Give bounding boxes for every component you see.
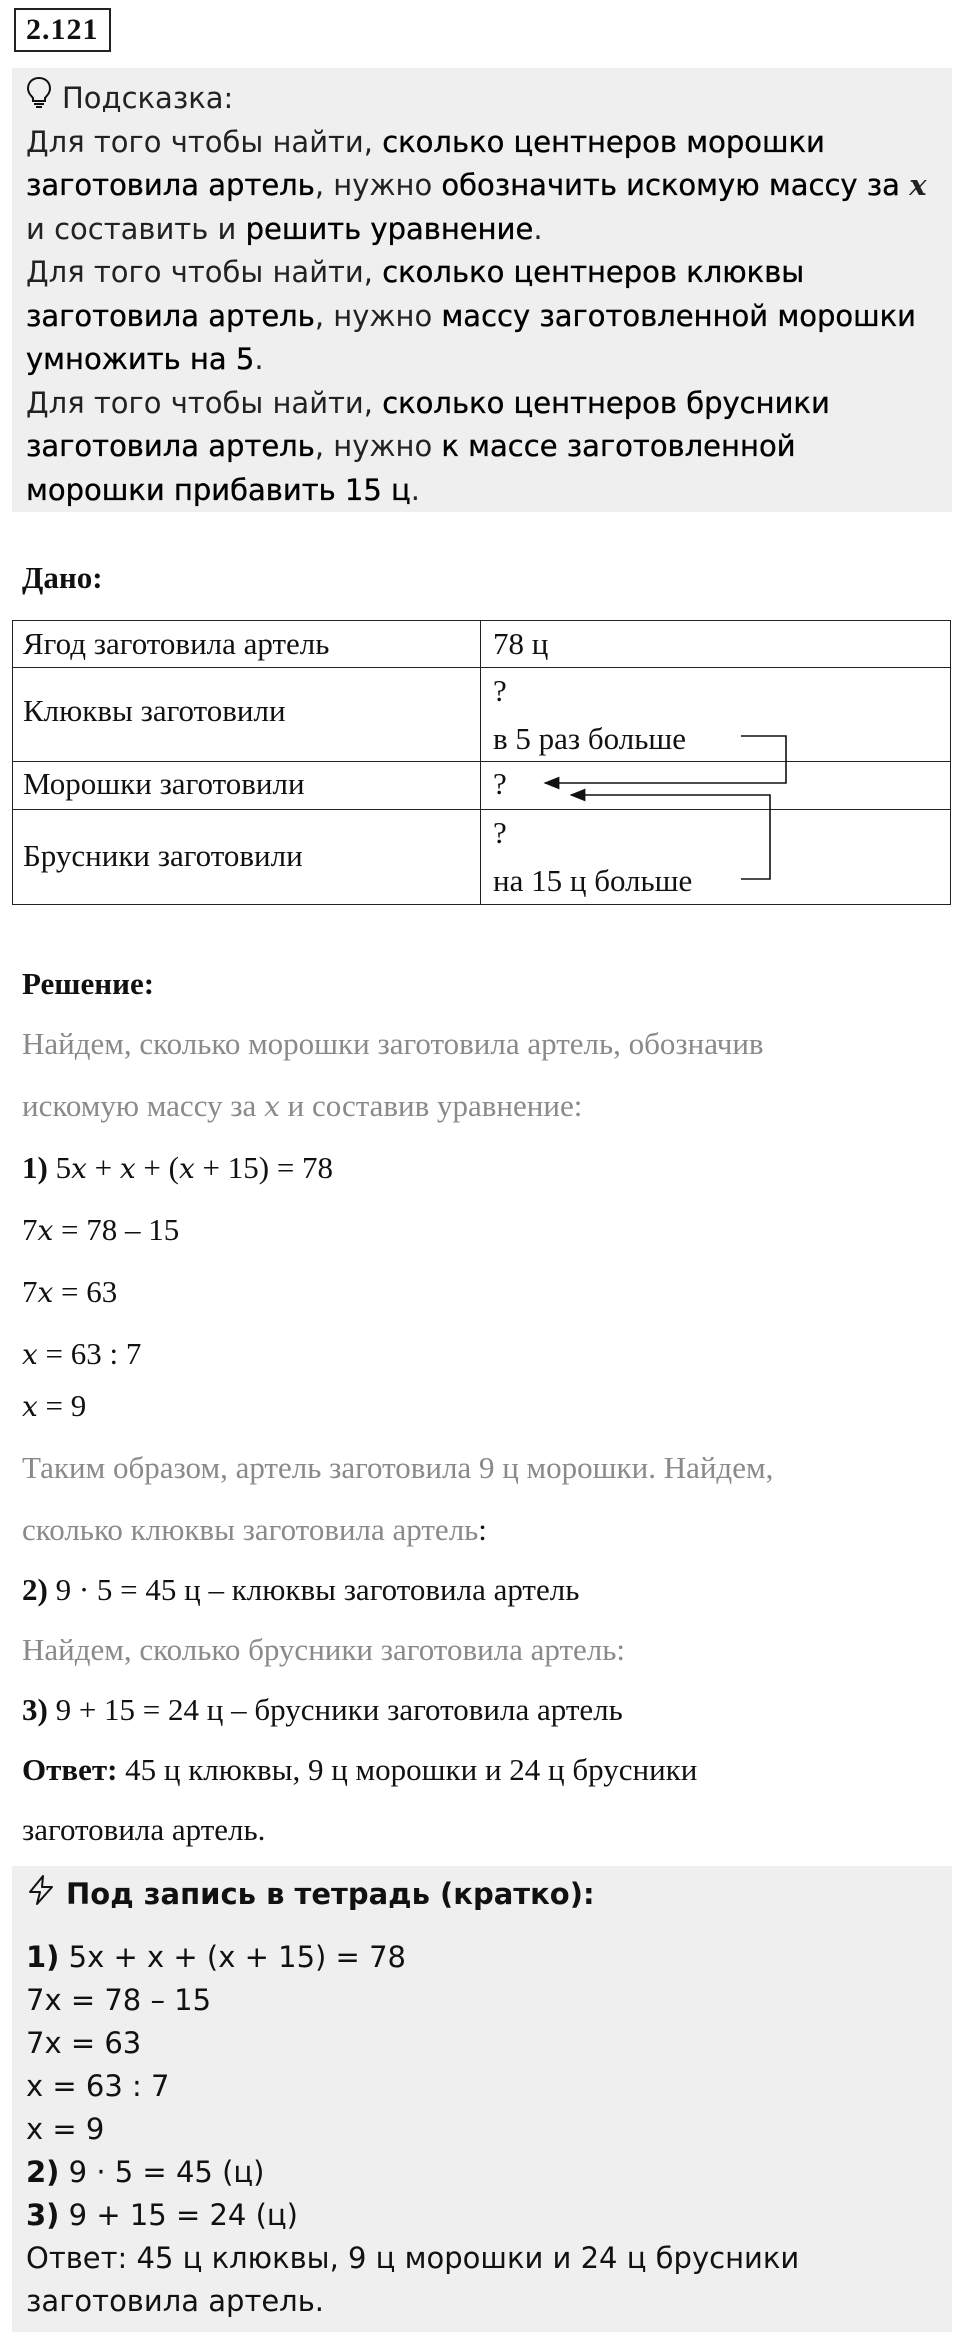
notebook-line-9: заготовила артель. <box>26 2284 325 2318</box>
notebook-line-7: 3) 9 + 15 = 24 (ц) <box>26 2198 298 2232</box>
conclusion-2: сколько клюквы заготовила артель: <box>22 1512 487 1547</box>
arrow-lingonberry <box>571 795 770 879</box>
hint-box <box>12 68 952 512</box>
given-value-berries: 78 ц <box>493 626 549 661</box>
given-label-berries: Ягод заготовила артель <box>23 626 330 661</box>
lightning-icon <box>26 1874 56 1913</box>
hint-paragraph-1: Для того чтобы найти, сколько центнеров морошки заготовила артель, нужно обозначить искомую массу за x и составить и решить уравнение. <box>26 124 927 246</box>
given-note-lingonberry: на 15 ц больше <box>493 863 693 898</box>
given-title: Дано: <box>22 560 103 595</box>
notebook-line-6: 2) 9 · 5 = 45 (ц) <box>26 2155 265 2189</box>
equation-4: x = 63 : 7 <box>22 1336 142 1371</box>
solution-title: Решение: <box>22 966 155 1001</box>
hint-title: Подсказка: <box>62 80 234 115</box>
step-2: 2) 9 · 5 = 45 ц – клюквы заготовила артель <box>22 1572 580 1607</box>
equation-1: 1) 5x + x + (x + 15) = 78 <box>22 1150 334 1185</box>
given-value-lingonberry: ? <box>493 815 507 850</box>
problem-number: 2.121 <box>14 8 111 52</box>
notebook-title: Под запись в тетрадь (кратко): <box>66 1876 595 1911</box>
notebook-box <box>12 1866 952 2332</box>
conclusion-1: Таким образом, артель заготовила 9 ц морошки. Найдем, <box>22 1450 774 1485</box>
lightbulb-icon <box>26 76 52 121</box>
notebook-line-3: 7x = 63 <box>26 2026 142 2060</box>
notebook-title-row <box>26 1874 595 1913</box>
solution-intro-3: Найдем, сколько брусники заготовила артель: <box>22 1632 626 1667</box>
hint-title-row <box>26 76 938 121</box>
hint-paragraph-2: Для того чтобы найти, сколько центнеров клюквы заготовила артель, нужно массу заготовленной морошки умножить на 5. <box>26 255 917 376</box>
notebook-line-4: x = 63 : 7 <box>26 2069 170 2103</box>
answer-line-2: заготовила артель. <box>22 1812 266 1847</box>
notebook-line-8: Ответ: 45 ц клюквы, 9 ц морошки и 24 ц брусники <box>26 2241 800 2275</box>
step-3: 3) 9 + 15 = 24 ц – брусники заготовила артель <box>22 1692 623 1727</box>
equation-5: x = 9 <box>22 1388 87 1423</box>
given-label-cranberry: Клюквы заготовили <box>23 693 286 728</box>
solution-intro-1: Найдем, сколько морошки заготовила артель, обозначив <box>22 1026 764 1061</box>
given-table <box>12 620 951 905</box>
given-value-cloudberry: ? <box>493 766 507 801</box>
equation-2: 7x = 78 – 15 <box>22 1212 180 1247</box>
notebook-line-2: 7x = 78 – 15 <box>26 1983 212 2017</box>
arrow-cranberry <box>545 736 786 783</box>
given-note-cranberry: в 5 раз больше <box>493 721 686 756</box>
answer-line-1: Ответ: 45 ц клюквы, 9 ц морошки и 24 ц брусники <box>22 1752 698 1787</box>
given-value-cranberry: ? <box>493 673 507 708</box>
notebook-line-5: x = 9 <box>26 2112 105 2146</box>
given-label-cloudberry: Морошки заготовили <box>23 766 305 801</box>
given-label-lingonberry: Брусники заготовили <box>23 838 303 873</box>
solution-intro-2: искомую массу за x и составив уравнение: <box>22 1088 583 1123</box>
notebook-line-1: 1) 5x + x + (x + 15) = 78 <box>26 1940 406 1974</box>
hint-paragraph-3: Для того чтобы найти, сколько центнеров брусники заготовила артель, нужно к массе заготовленной морошки прибавить 15 ц. <box>26 385 830 507</box>
equation-3: 7x = 63 <box>22 1274 118 1309</box>
relation-arrows <box>13 621 952 906</box>
